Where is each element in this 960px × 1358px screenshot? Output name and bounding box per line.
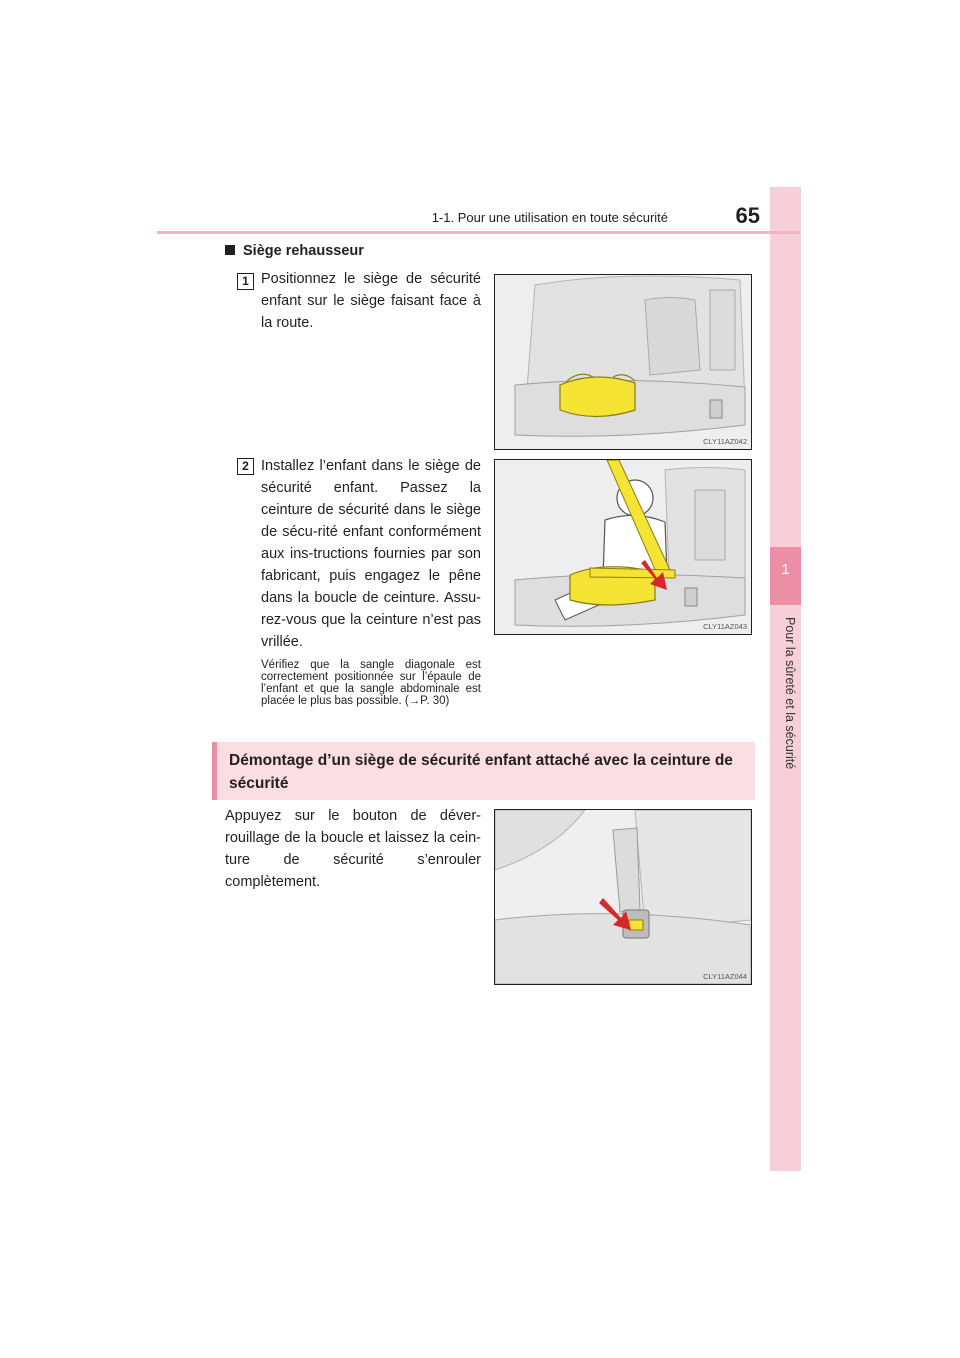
- figure-booster-on-seat: [494, 274, 752, 450]
- figure-buckle-release: [494, 809, 752, 985]
- square-bullet-icon: [225, 245, 235, 255]
- step-1-text: Positionnez le siège de sécurité enfant sur le siège faisant face à la route.: [261, 271, 481, 331]
- buckle-release-illustration: [495, 810, 751, 984]
- chapter-number: 1: [781, 561, 790, 578]
- step-2-text: Installez l’enfant dans le siège de sécurité enfant. Passez la ceinture de sécurité dans le siège de sécu-rité enfant conformément aux ins-tructions fournies par son fabricant, puis engagez le pêne dans la boucle de ceinture. Assu-rez-vous que la ceinture n’est pas vrillée.: [261, 458, 481, 650]
- figure-code: CLY11AZ043: [703, 622, 747, 631]
- booster-heading-text: Siège rehausseur: [243, 243, 364, 259]
- step-2-number: 2: [237, 458, 254, 475]
- figure-code: CLY11AZ042: [703, 437, 747, 446]
- removal-section-band: [212, 742, 755, 800]
- figure-code: CLY11AZ044: [703, 972, 747, 981]
- header-rule: [157, 231, 800, 234]
- removal-section-title: Démontage d’un siège de sécurité enfant attaché avec la ceinture de sécurité: [229, 752, 733, 792]
- step-1-number: 1: [237, 273, 254, 290]
- removal-text: Appuyez sur le bouton de déver-rouillage de la boucle et laissez la cein-ture de sécurité s’enrouler complètement.: [225, 808, 481, 890]
- chapter-label: Pour la sûreté et la sécurité: [783, 617, 797, 770]
- figure-child-in-booster: [494, 459, 752, 635]
- booster-heading: [225, 243, 364, 259]
- chapter-side-tab: [770, 187, 801, 1171]
- section-title: 1-1. Pour une utilisation en toute sécurité: [431, 210, 668, 225]
- child-belted-illustration: [495, 460, 751, 634]
- page-number: 65: [735, 203, 760, 228]
- step-2-note: Vérifiez que la sangle diagonale est correctement positionnée sur l’épaule de l’enfant et que la sangle abdominale est placée le plus bas possible. (→P. 30): [261, 659, 481, 707]
- booster-seat-illustration: [495, 275, 751, 449]
